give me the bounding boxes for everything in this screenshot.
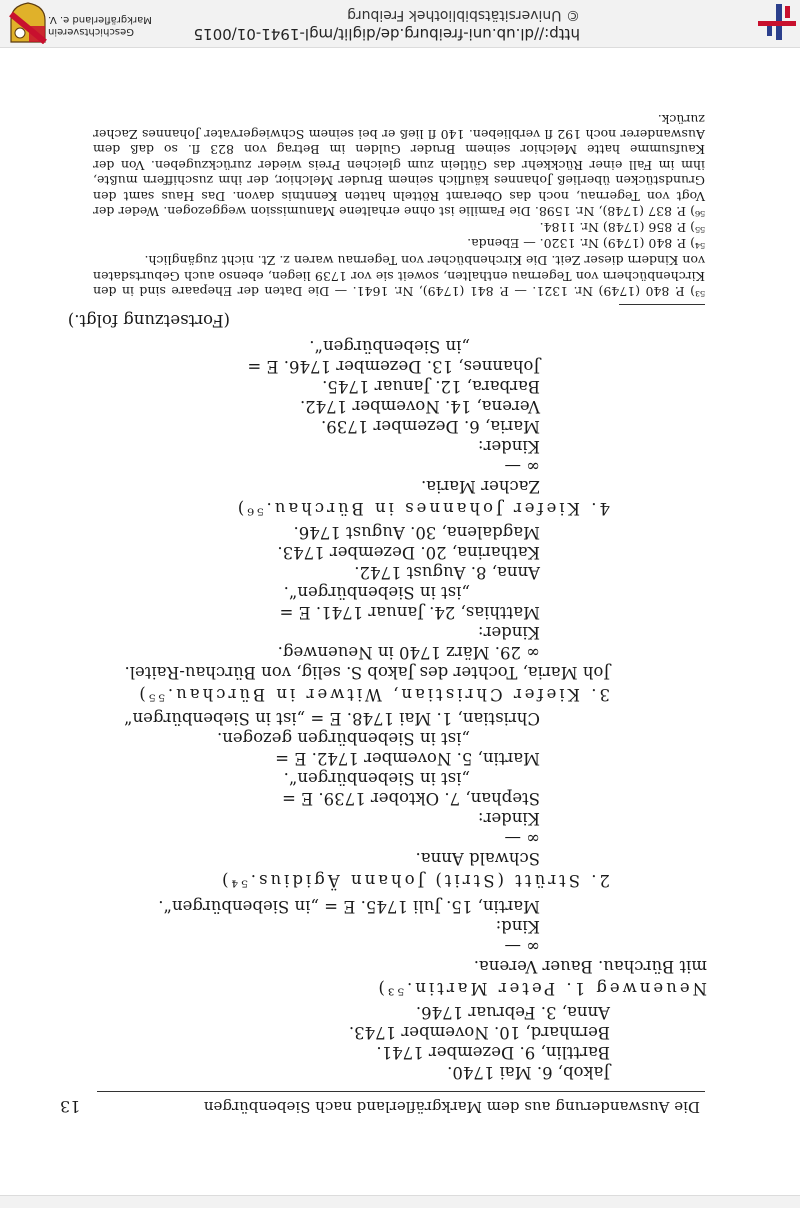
text-line: „ist in Siebenbürgen“. — [283, 583, 470, 602]
continuation-note: (Fortsetzung folgt.) — [67, 311, 230, 330]
text-line: mit Bürchau. Bauer Verena. — [473, 957, 707, 976]
entry-heading: 2. Strütt (Strit) Johann Ägidius.⁵⁴) — [219, 871, 610, 890]
association-line: Markgräflerland e. V. — [48, 14, 152, 25]
text-line: Magdalena, 30. August 1746. — [293, 523, 540, 542]
children-label: Kind: — [495, 917, 540, 936]
page-number: 13 — [60, 1097, 81, 1116]
marriage-line: ∞ — — [504, 937, 540, 956]
marriage-line: ∞ — — [504, 829, 540, 848]
text-line: Schwald Anna. — [415, 849, 540, 868]
text-line: Barttlin, 9. Dezember 1741. — [376, 1043, 610, 1062]
text-line: Martin, 5. November 1742. E = — [275, 749, 540, 768]
text-line: Stephan, 7. Oktober 1739. E = — [282, 789, 540, 808]
university-library-logo-icon — [754, 2, 800, 42]
footnote: ⁵⁶) P. 837 (1748), Nr. 1598. Die Familie ist ohne erhaltene Manumission weggezogen. Weder der Vogt von Tegernau, noch das Oberamt Rötteln hatten Kenntnis davon. Das Haus samt den Grundstücken überließ Johannes käuflich seinem Bruder Melchior, der ihm zuschiffern mußte, ihm im Fall einer Rückkehr das Gütlein zum gleichen Preis wieder zurückzugeben. Von der Kaufsumme hatte Melchior seinem Bruder Gulden im Betrag von 823 fl. so daß dem Auswanderer noch 192 fl verblieben. 140 fl ließ er bei seinem Schwiegervater Johannes Zacher zurück. — [93, 111, 705, 219]
running-title: Die Auswanderung aus dem Markgräflerland nach Siebenbürgen — [203, 1098, 700, 1116]
running-head — [60, 1092, 700, 1116]
children-label: Kinder: — [477, 623, 540, 642]
entry-heading: Neuenweg 1. Peter Martin.⁵³) — [375, 979, 707, 998]
association-line: Geschichtsverein — [48, 26, 134, 37]
text-line: Christian, 1. Mai 1748. E = „ist in Siebenbürgen“ — [124, 709, 540, 728]
text-line: Katharina, 20. Dezember 1743. — [277, 543, 540, 562]
footnote: ⁵³) P. 840 (1749) Nr. 1321. — P. 841 (1749), Nr. 1641. — Die Daten der Ehepaare sind in den Kirchenbüchern von Tegernau enthalten, soweit sie vor 1739 liegen, ebenso auch Geburtsdaten von Kindern dieser Zeit. Die Kirchenbücher von Tegernau waren z. Zt. nicht zugänglich. — [93, 253, 705, 299]
entry-heading: 3. Kiefer Christian, Witwer in Bürchau.⁵⁵) — [136, 685, 610, 704]
text-line: Anna, 3. Februar 1746. — [415, 1003, 610, 1022]
text-line: Zacher Maria. — [420, 477, 540, 496]
text-line: Maria, 6. Dezember 1739. — [320, 417, 540, 436]
text-line: „ist in Siebenbürgen“. — [283, 769, 470, 788]
text-line: „ist in Siebenbürgen gezogen. — [216, 729, 470, 748]
marriage-line: ∞ 29. März 1740 in Neuenweg. — [277, 643, 540, 662]
text-line: Jakob, 6. Mai 1740. — [447, 1063, 610, 1082]
text-line: Joh Maria, Tochter des Jakob S. selig, von Bürchau-Raitel. — [124, 663, 610, 682]
text-line: Verena, 14. November 1742. — [299, 397, 540, 416]
entry-heading: 4. Kiefer Johannes in Bürchau.⁵⁶) — [234, 499, 610, 518]
header-rule — [97, 1091, 705, 1092]
footnote: ⁵⁴) P. 840 (1749) Nr. 1320. — Ebenda. — [467, 236, 705, 251]
children-label: Kinder: — [477, 809, 540, 828]
text-line: Bernhard, 10. November 1743. — [348, 1023, 610, 1042]
footnote: ⁵⁵) P. 856 (1748) Nr. 1184. — [539, 220, 705, 235]
text-line: Anna, 8. August 1742. — [354, 563, 540, 582]
permalink-url[interactable]: http://dl.ub.uni-freiburg.de/diglit/mgl-1941-01/0015 — [193, 25, 580, 43]
coat-of-arms-icon — [9, 2, 47, 44]
text-line: Barbara, 12. Januar 1745. — [322, 377, 540, 396]
library-credit: © Universitätsbibliothek Freiburg — [347, 7, 580, 23]
association-name — [48, 13, 156, 37]
footnote-rule — [619, 304, 705, 305]
text-line: Matthias, 24. Januar 1741. E = — [279, 603, 540, 622]
viewer-top-bar — [0, 1195, 800, 1208]
text-line: „in Siebenbürgen“. — [309, 337, 470, 356]
text-line: Martin, 15. Juli 1745. E = „in Siebenbürgen“. — [158, 897, 540, 916]
text-line: Johannes, 13. Dezember 1746. E = — [247, 357, 540, 376]
marriage-line: ∞ — — [504, 457, 540, 476]
children-label: Kinder: — [477, 437, 540, 456]
